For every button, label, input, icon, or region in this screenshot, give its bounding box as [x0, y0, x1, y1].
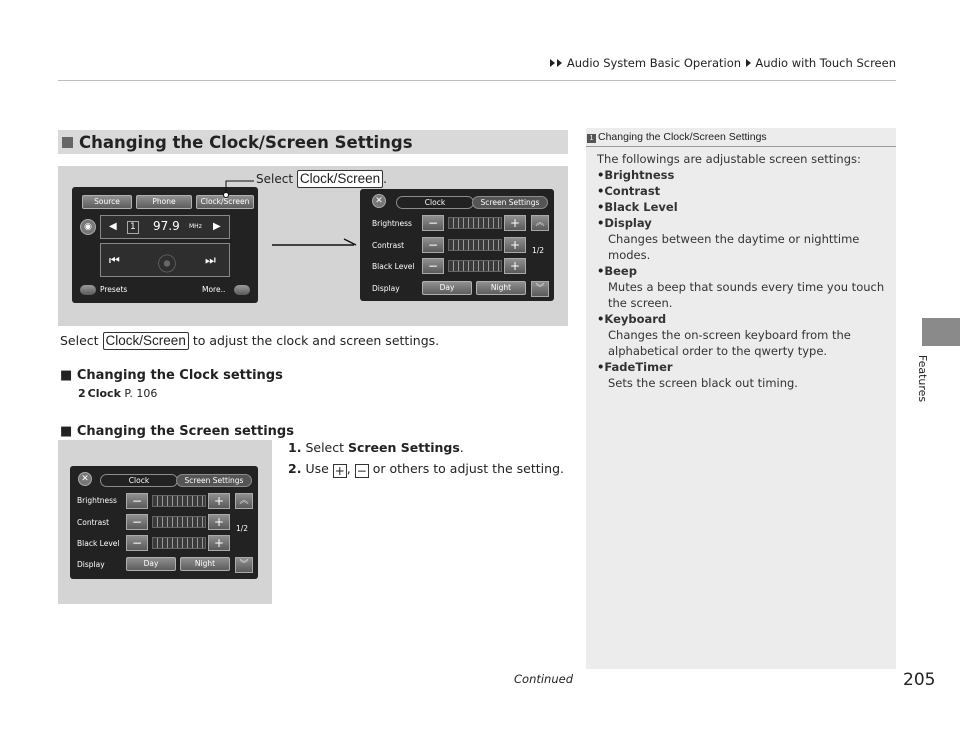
- row-brightness: Brightness: [372, 219, 412, 228]
- step-text: Use: [305, 461, 329, 476]
- callout-period: .: [383, 172, 387, 186]
- day-button[interactable]: Day: [126, 557, 176, 571]
- screen-heading-text: Changing the Screen settings: [76, 424, 294, 439]
- section-title: Changing the Clock/Screen Settings: [79, 132, 413, 152]
- page-number: 205: [903, 670, 936, 690]
- step-period: .: [459, 440, 464, 455]
- callout-text: Select: [256, 172, 294, 186]
- skip-back-icon[interactable]: ⏮: [109, 253, 120, 267]
- brightness-slider[interactable]: [152, 495, 206, 507]
- ref-label: Clock: [87, 387, 121, 400]
- sidebar-header: [587, 131, 767, 143]
- sidebar-item: •Display: [597, 216, 652, 230]
- page-indicator: 1/2: [236, 524, 249, 533]
- intro-prefix: Select: [60, 333, 99, 348]
- item-name: Contrast: [604, 184, 661, 198]
- screen-heading: [60, 424, 294, 439]
- clock-heading-text: Changing the Clock settings: [76, 368, 283, 383]
- item-desc: Changes between the daytime or nighttime modes.: [608, 232, 860, 262]
- row-display: Display: [77, 560, 105, 569]
- square-bullet-icon: ■: [60, 368, 73, 383]
- row-contrast: Contrast: [77, 518, 110, 527]
- breadcrumb: [549, 56, 896, 70]
- audio-screen: [72, 187, 258, 303]
- breadcrumb-item[interactable]: Audio with Touch Screen: [755, 56, 896, 70]
- tab-source[interactable]: Source: [82, 195, 132, 209]
- minus-key-icon: −: [356, 464, 367, 478]
- chapter-label: [916, 350, 936, 410]
- day-button[interactable]: Day: [422, 281, 472, 295]
- scroll-down-icon[interactable]: ︾: [531, 281, 549, 297]
- transition-arrow-icon: [272, 236, 358, 252]
- item-desc: Changes the on-screen keyboard from the alphabetical order to the qwerty type.: [608, 328, 851, 358]
- row-contrast: Contrast: [372, 241, 405, 250]
- step-comma: ,: [346, 461, 351, 476]
- more-label[interactable]: More..: [202, 285, 226, 294]
- presets-label[interactable]: Presets: [100, 285, 128, 294]
- clock-screen-key: Clock/Screen: [297, 170, 383, 188]
- section-heading: [58, 130, 568, 154]
- plus-button[interactable]: +: [208, 535, 230, 551]
- scroll-up-icon[interactable]: ︽: [235, 493, 253, 509]
- intro-suffix: to adjust the clock and screen settings.: [192, 333, 440, 348]
- sidebar-item: •Keyboard: [597, 312, 667, 326]
- callout-leader-icon: [218, 178, 258, 198]
- frequency-unit: MHz: [189, 223, 202, 230]
- preset-number: 1: [127, 221, 139, 234]
- sidebar-intro: The followings are adjustable screen settings:: [597, 152, 861, 166]
- sidebar-item: •Brightness: [597, 168, 675, 182]
- note-icon: 1: [587, 134, 596, 143]
- tab-screen-settings[interactable]: Screen Settings: [472, 196, 548, 209]
- row-brightness: Brightness: [77, 496, 117, 505]
- item-name: Keyboard: [604, 312, 667, 326]
- step-1: [288, 440, 464, 455]
- page-indicator: 1/2: [532, 246, 545, 255]
- select-callout: [256, 170, 387, 188]
- ref-page: P. 106: [124, 387, 158, 400]
- item-name: Beep: [604, 264, 637, 278]
- sidebar-item: •Beep: [597, 264, 637, 278]
- tab-clock[interactable]: Clock: [100, 474, 178, 487]
- close-icon[interactable]: ✕: [78, 472, 92, 486]
- minus-button[interactable]: −: [126, 514, 148, 530]
- frequency: 97.9: [153, 219, 180, 233]
- skip-forward-icon[interactable]: ⏭: [205, 253, 216, 267]
- station-display: [100, 215, 230, 239]
- square-bullet-icon: ■: [60, 424, 73, 439]
- more-icon[interactable]: [234, 285, 250, 295]
- arrow-icon: [550, 59, 555, 67]
- presets-icon[interactable]: [80, 285, 96, 295]
- row-black-level: Black Level: [77, 539, 120, 548]
- clock-reference[interactable]: [78, 387, 157, 400]
- tab-phone[interactable]: Phone: [136, 195, 192, 209]
- minus-button[interactable]: −: [422, 237, 444, 253]
- sidebar-item: •Contrast: [597, 184, 661, 198]
- step-text: Select: [305, 440, 344, 455]
- minus-button[interactable]: −: [126, 535, 148, 551]
- item-name: Brightness: [604, 168, 675, 182]
- settings-screen: [70, 466, 258, 579]
- row-display: Display: [372, 284, 400, 293]
- continued-label: Continued: [514, 672, 574, 686]
- reference-icon: 2: [78, 387, 86, 400]
- square-bullet-icon: [62, 137, 73, 148]
- sidebar-item: •FadeTimer: [597, 360, 673, 374]
- plus-key-icon: +: [334, 464, 345, 478]
- voice-icon[interactable]: ◉: [80, 219, 96, 235]
- signal-icon: ⦿: [157, 252, 177, 276]
- illustration-panel: [58, 440, 272, 604]
- minus-button[interactable]: −: [422, 258, 444, 274]
- clock-heading: [60, 368, 283, 383]
- clock-screen-key: Clock/Screen: [103, 332, 189, 350]
- item-desc: Mutes a beep that sounds every time you touch the screen.: [608, 280, 885, 310]
- arrow-icon: [746, 59, 751, 67]
- item-desc: Sets the screen black out timing.: [608, 376, 798, 390]
- tab-screen-settings[interactable]: Screen Settings: [176, 474, 252, 487]
- black-level-slider[interactable]: [448, 260, 502, 272]
- night-button[interactable]: Night: [180, 557, 230, 571]
- scroll-down-icon[interactable]: ︾: [235, 557, 253, 573]
- prev-icon[interactable]: ◀: [109, 221, 117, 232]
- arrow-icon: [557, 59, 562, 67]
- scroll-up-icon[interactable]: ︽: [531, 215, 549, 231]
- illustration-panel: [58, 166, 568, 326]
- plus-button[interactable]: +: [504, 215, 526, 231]
- item-name: Display: [604, 216, 652, 230]
- black-level-slider[interactable]: [152, 537, 206, 549]
- seek-bar: [100, 243, 230, 277]
- step-number: 1.: [288, 440, 302, 455]
- step-number: 2.: [288, 461, 302, 476]
- brightness-slider[interactable]: [448, 217, 502, 229]
- step-2: [288, 461, 564, 478]
- plus-button[interactable]: +: [504, 258, 526, 274]
- sidebar-rule: [586, 146, 896, 147]
- header-rule: [58, 80, 896, 81]
- breadcrumb-item[interactable]: Audio System Basic Operation: [566, 56, 742, 70]
- tab-clock[interactable]: Clock: [396, 196, 474, 209]
- contrast-slider[interactable]: [448, 239, 502, 251]
- sidebar-item: •Black Level: [597, 200, 678, 214]
- item-name: Black Level: [604, 200, 678, 214]
- intro-text: [60, 332, 439, 350]
- contrast-slider[interactable]: [152, 516, 206, 528]
- night-button[interactable]: Night: [476, 281, 526, 295]
- step-target: Screen Settings: [347, 440, 460, 455]
- item-name: FadeTimer: [604, 360, 673, 374]
- settings-screen: [360, 189, 554, 301]
- next-icon[interactable]: ▶: [213, 221, 221, 232]
- sidebar-header-text: Changing the Clock/Screen Settings: [598, 131, 767, 143]
- tab-clock-screen[interactable]: Clock/Screen: [196, 195, 254, 209]
- step-suffix: or others to adjust the setting.: [372, 461, 564, 476]
- row-black-level: Black Level: [372, 262, 415, 271]
- sidebar-body: [597, 151, 887, 391]
- minus-button[interactable]: −: [126, 493, 148, 509]
- chapter-label-text: Features: [916, 354, 930, 403]
- chapter-tab[interactable]: [922, 318, 960, 346]
- plus-button[interactable]: +: [208, 514, 230, 530]
- minus-button[interactable]: −: [422, 215, 444, 231]
- plus-button[interactable]: +: [208, 493, 230, 509]
- plus-button[interactable]: +: [504, 237, 526, 253]
- close-icon[interactable]: ✕: [372, 194, 386, 208]
